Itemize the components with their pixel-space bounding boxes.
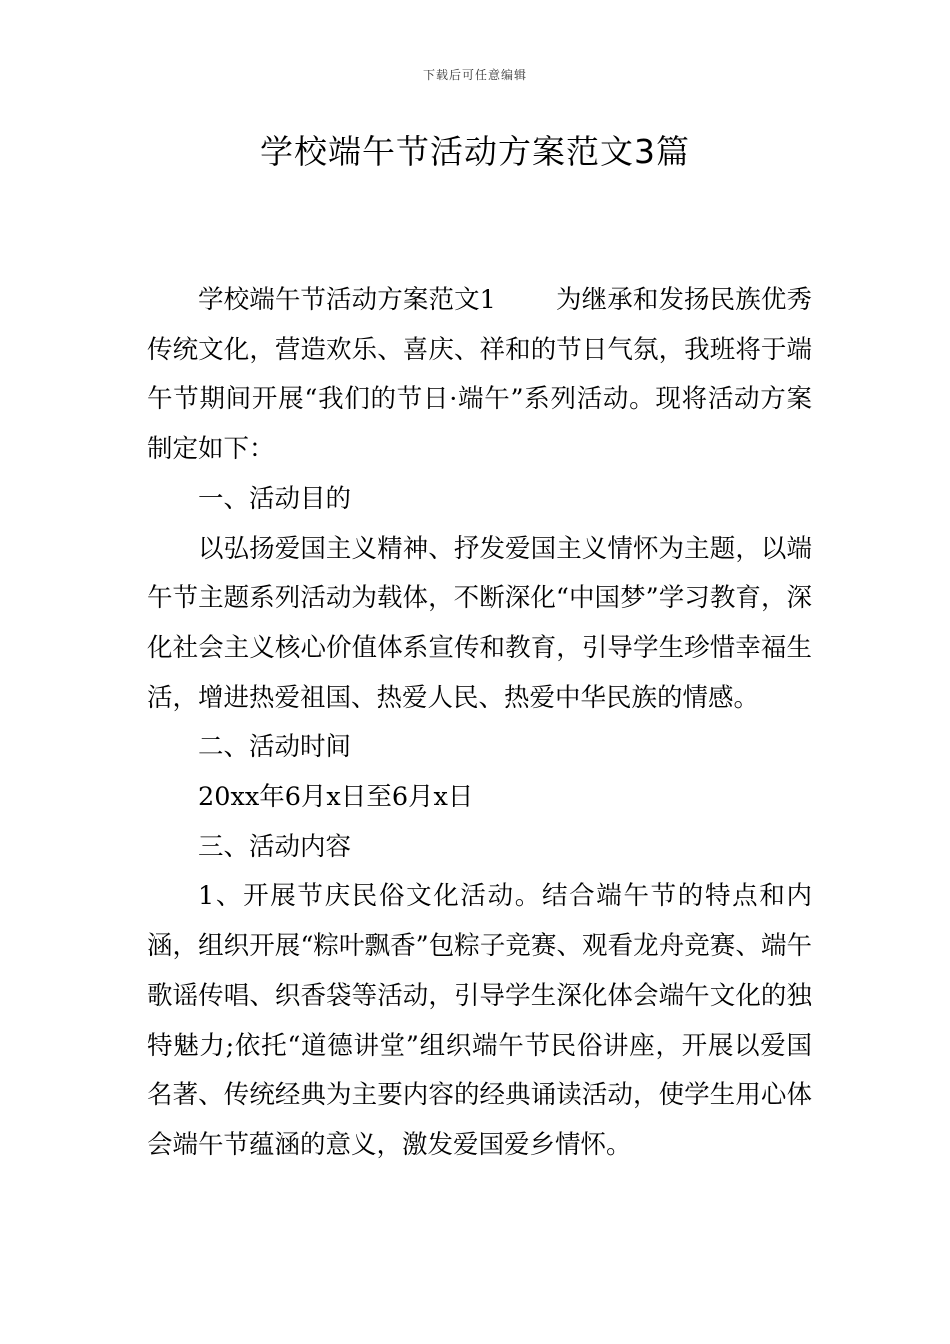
intro-paragraph <box>147 276 812 475</box>
section-heading-time: 二、活动时间 <box>198 732 352 763</box>
header-note: 下载后可任意编辑 <box>422 68 527 82</box>
section-heading-purpose: 一、活动目的 <box>198 483 352 514</box>
section-heading-content: 三、活动内容 <box>198 831 352 862</box>
document-body <box>147 276 812 1171</box>
purpose-paragraph: 以弘扬爱国主义精神、抒发爱国主义情怀为主题，以端午节主题系列活动为载体，不断深化“中国梦”学习教育，深化社会主义核心价值体系宣传和教育，引导学生珍惜幸福生活，增进热爱祖国、热爱人民、热爱中华民族的情感。 <box>147 533 812 713</box>
document-title: 学校端午节活动方案范文3篇 <box>260 132 690 171</box>
time-paragraph: 20xx年6月x日至6月x日 <box>198 782 474 813</box>
intro-text: 为继承和发扬民族优秀传统文化，营造欢乐、喜庆、祥和的节日气氛，我班将于端午节期间开展“我们的节日·端午”系列活动。现将活动方案制定如下： <box>147 285 812 465</box>
content-paragraph: 1、开展节庆民俗文化活动。结合端午节的特点和内涵，组织开展“粽叶飘香”包粽子竞赛、观看龙舟竞赛、端午歌谣传唱、织香袋等活动，引导学生深化体会端午文化的独特魅力;依托“道德讲堂”组织端午节民俗讲座，开展以爱国名著、传统经典为主要内容的经典诵读活动，使学生用心体会端午节蕴涵的意义，激发爱国爱乡情怀。 <box>147 881 812 1160</box>
intro-label: 学校端午节活动方案范文1 <box>198 285 496 315</box>
